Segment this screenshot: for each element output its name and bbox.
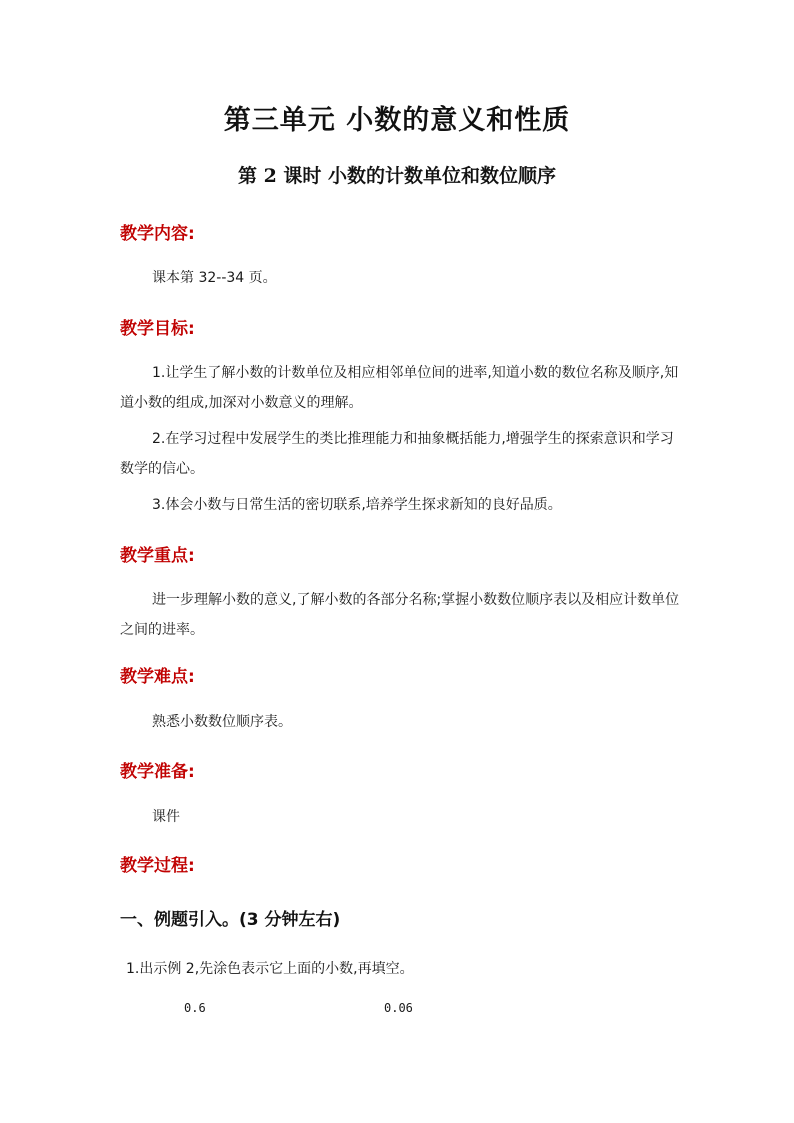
process-heading: 教学过程: bbox=[120, 856, 195, 876]
step1-text: 1.出示例 2,先涂色表示它上面的小数,再填空。 bbox=[126, 961, 414, 977]
preparation-text: 课件 bbox=[152, 809, 180, 825]
part1-title: 一、例题引入。(3 分钟左右) bbox=[120, 910, 341, 930]
preparation-heading: 教学准备: bbox=[120, 762, 195, 782]
goal-item-2: 2.在学习过程中发展学生的类比推理能力和抽象概括能力,增强学生的探索意识和学习数学的信心。 bbox=[120, 431, 674, 477]
key-points-text: 进一步理解小数的意义,了解小数的各部分名称;掌握小数数位顺序表以及相应计数单位之间的进率。 bbox=[120, 592, 680, 638]
value-a: 0.6 bbox=[184, 1001, 206, 1015]
lesson-title: 第 2 课时 小数的计数单位和数位顺序 bbox=[237, 165, 557, 187]
difficulties-heading: 教学难点: bbox=[120, 667, 195, 687]
key-points-heading: 教学重点: bbox=[120, 546, 195, 566]
goal-item-3: 3.体会小数与日常生活的密切联系,培养学生探求新知的良好品质。 bbox=[152, 497, 562, 513]
content-heading: 教学内容: bbox=[120, 224, 195, 244]
goal-item-1: 1.让学生了解小数的计数单位及相应相邻单位间的进率,知道小数的数位名称及顺序,知道小数的组成,加深对小数意义的理解。 bbox=[120, 365, 679, 411]
unit-title: 第三单元 小数的意义和性质 bbox=[223, 105, 571, 136]
goals-heading: 教学目标: bbox=[120, 319, 195, 339]
content-text: 课本第 32--34 页。 bbox=[152, 270, 277, 286]
value-b: 0.06 bbox=[384, 1001, 413, 1015]
difficulties-text: 熟悉小数数位顺序表。 bbox=[152, 714, 292, 730]
